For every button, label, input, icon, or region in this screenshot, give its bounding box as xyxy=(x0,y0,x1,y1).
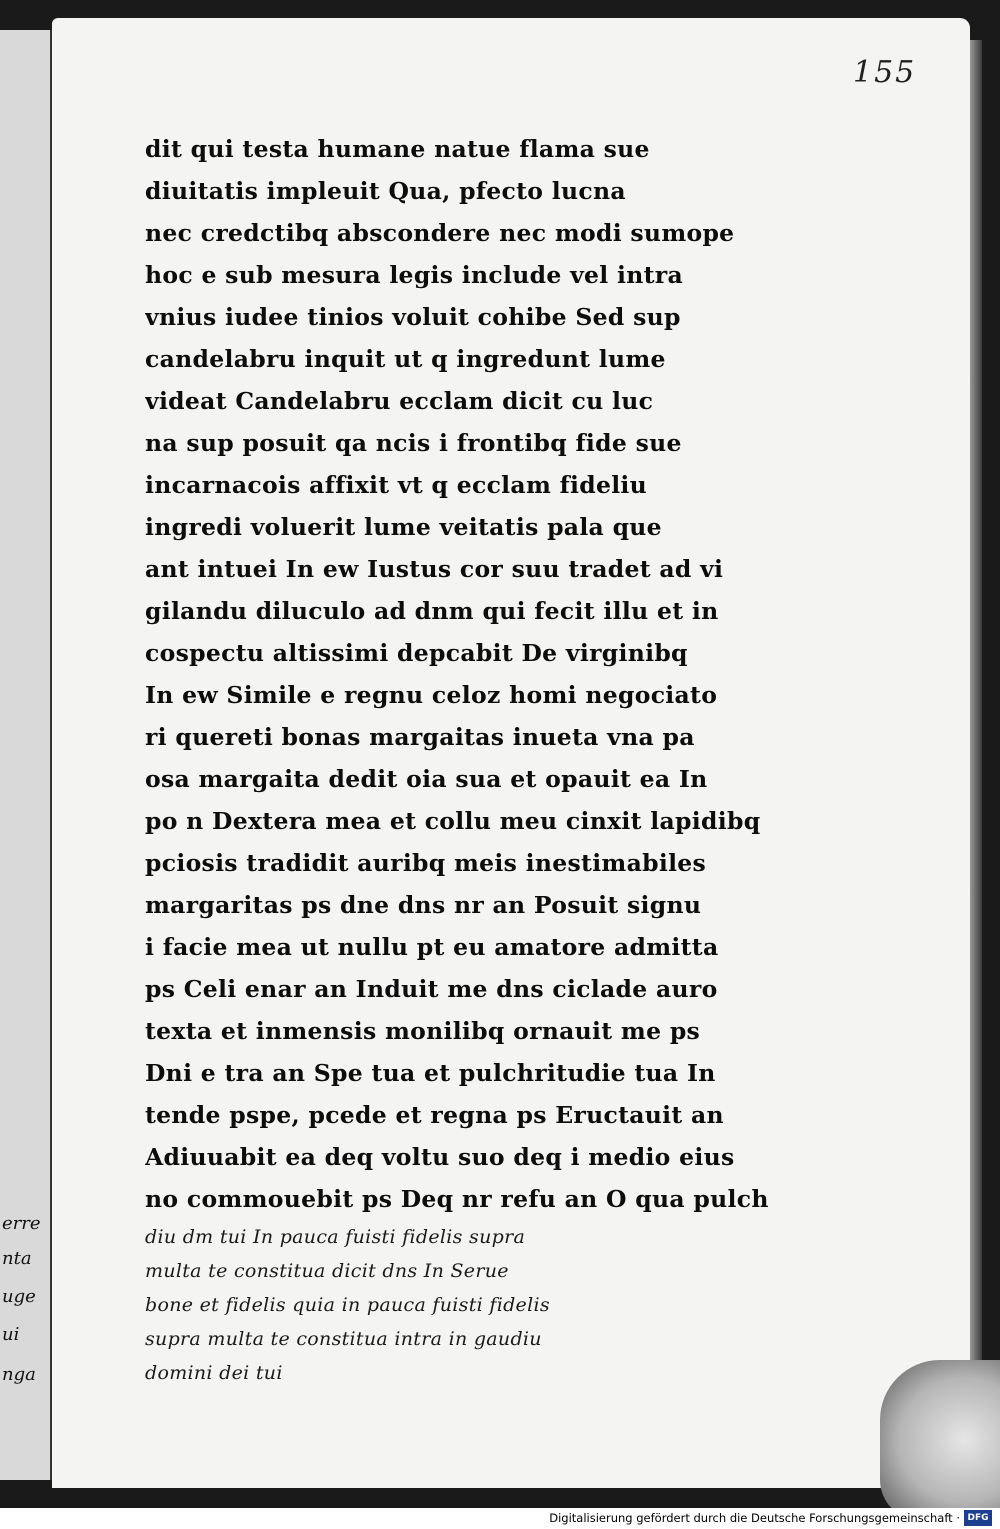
text-line: cospectu altissimi depcabit De virginibq xyxy=(145,639,688,667)
text-line: vnius iudee tinios voluit cohibe Sed sup xyxy=(145,303,681,331)
text-line: gilandu diluculo ad dnm qui fecit illu et in xyxy=(145,597,719,625)
gloss-line: bone et fidelis quia in pauca fuisti fidelis xyxy=(145,1294,550,1316)
text-line: videat Candelabru ecclam dicit cu luc xyxy=(145,387,654,415)
text-line: no commouebit ps Deq nr refu an O qua pulch xyxy=(145,1185,769,1213)
text-line: i facie mea ut nullu pt eu amatore admitta xyxy=(145,933,719,961)
folio-number: 155 xyxy=(853,55,917,90)
text-line: dit qui testa humane natue flama sue xyxy=(145,135,650,163)
text-line: na sup posuit qa ncis i frontibq fide sue xyxy=(145,429,682,457)
text-line: hoc e sub mesura legis include vel intra xyxy=(145,261,683,289)
text-line: Adiuuabit ea deq voltu suo deq i medio eius xyxy=(145,1143,735,1171)
prev-page-fragment: nga xyxy=(2,1364,36,1385)
footer-bar xyxy=(0,1508,1000,1529)
prev-page-fragment: nta xyxy=(2,1248,32,1269)
text-line: Dni e tra an Spe tua et pulchritudie tua In xyxy=(145,1059,716,1087)
previous-page-edge xyxy=(0,30,52,1480)
text-line: po n Dextera mea et collu meu cinxit lapidibq xyxy=(145,807,761,835)
text-block xyxy=(145,128,835,1390)
dfg-logo: DFG xyxy=(964,1510,992,1526)
gloss-line: domini dei tui xyxy=(145,1362,283,1384)
prev-page-fragment: uge xyxy=(2,1286,36,1307)
text-line: pciosis tradidit auribq meis inestimabiles xyxy=(145,849,707,877)
gloss-line: multa te constitua dicit dns In Serue xyxy=(145,1260,509,1282)
text-line: nec credctibq abscondere nec modi sumope xyxy=(145,219,735,247)
prev-page-fragment: erre xyxy=(2,1213,41,1234)
text-line: osa margaita dedit oia sua et opauit ea In xyxy=(145,765,708,793)
text-line: ps Celi enar an Induit me dns ciclade auro xyxy=(145,975,718,1003)
prev-page-fragment: ui xyxy=(2,1324,20,1345)
gloss-line: diu dm tui In pauca fuisti fidelis supra xyxy=(145,1226,526,1248)
text-line: diuitatis impleuit Qua, pfecto lucna xyxy=(145,177,626,205)
text-line: candelabru inquit ut q ingredunt lume xyxy=(145,345,666,373)
holder-thumb xyxy=(880,1360,1000,1508)
gloss-line: supra multa te constitua intra in gaudiu xyxy=(145,1328,542,1350)
text-line: texta et inmensis monilibq ornauit me ps xyxy=(145,1017,701,1045)
text-line: tende pspe, pcede et regna ps Eructauit an xyxy=(145,1101,724,1129)
text-line: incarnacois affixit vt q ecclam fideliu xyxy=(145,471,648,499)
text-line: margaritas ps dne dns nr an Posuit signu xyxy=(145,891,702,919)
text-line: In ew Simile e regnu celoz homi negociato xyxy=(145,681,718,709)
funding-credit: Digitalisierung gefördert durch die Deutsche Forschungsgemeinschaft · xyxy=(549,1511,960,1525)
text-line: ingredi voluerit lume veitatis pala que xyxy=(145,513,662,541)
text-line: ri quereti bonas margaitas inueta vna pa xyxy=(145,723,695,751)
text-line: ant intuei In ew Iustus cor suu tradet ad vi xyxy=(145,555,724,583)
